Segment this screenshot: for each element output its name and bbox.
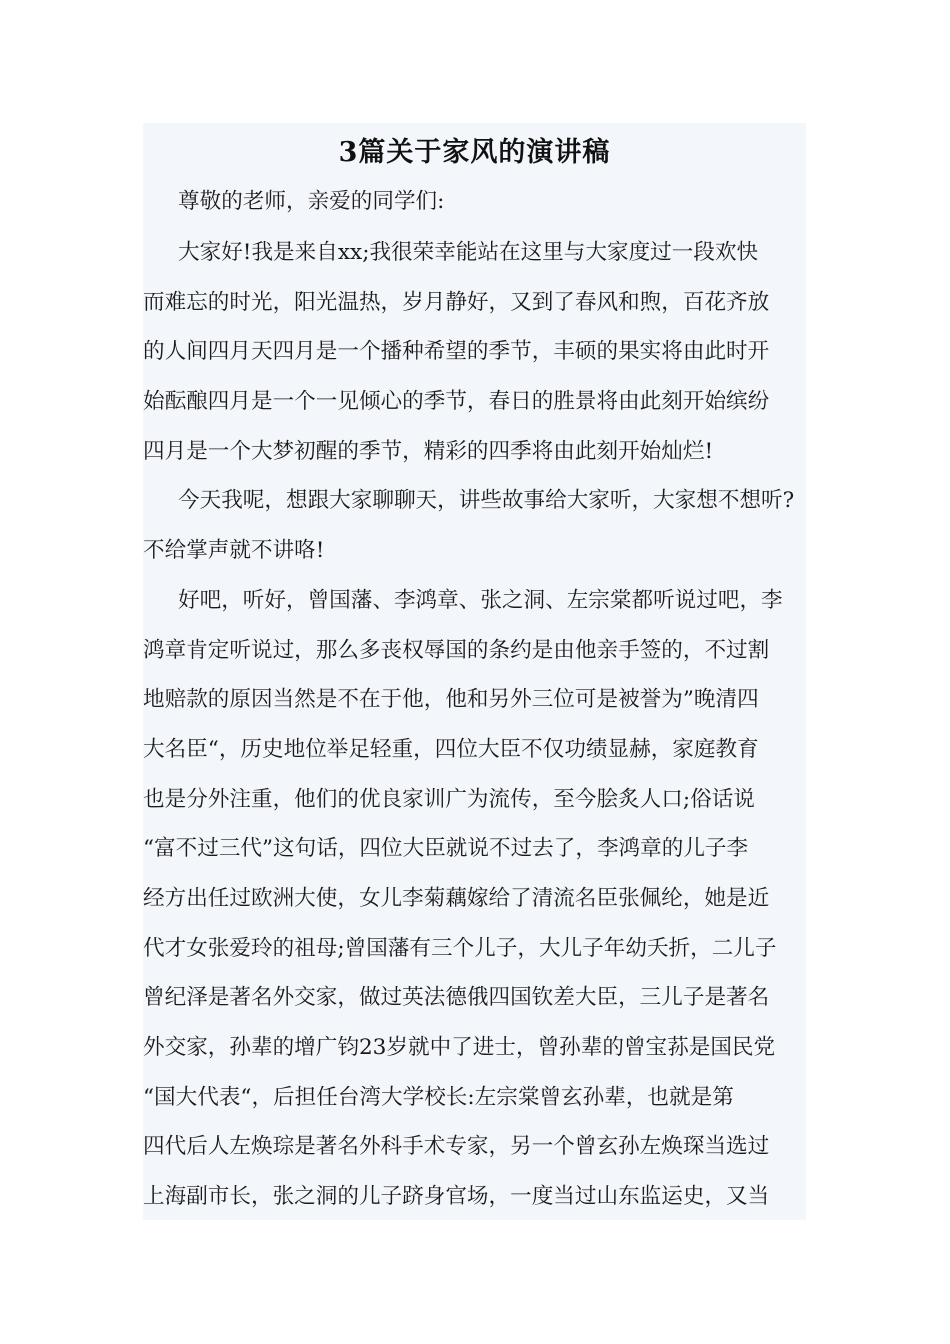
text-line: “国大代表“，后担任台湾大学校长:左宗棠曾玄孙辈，也就是第 <box>143 1084 734 1110</box>
greeting-line: 尊敬的老师，亲爱的同学们: <box>178 189 445 214</box>
text-line: 四月是一个大梦初醒的季节，精彩的四季将由此刻开始灿烂! <box>143 438 714 464</box>
text-line: 代才女张爱玲的祖母;曾国藩有三个儿子，大儿子年幼夭折，二儿子 <box>143 935 777 961</box>
document-title: 3篇关于家风的演讲稿 <box>338 137 611 168</box>
text-line: 外交家，孙辈的增广钧23岁就中了进士，曾孙辈的曾宝荪是国民党 <box>143 1035 776 1060</box>
text-line: 鸿章肯定听说过，那么多丧权辱国的条约是由他亲手签的，不过割 <box>143 637 770 663</box>
text-line: 四代后人左焕琮是著名外科手术专家，另一个曾玄孙左焕琛当选过 <box>143 1134 770 1160</box>
document-page <box>143 123 806 1220</box>
text-line: 地赔款的原因当然是不在于他，他和另外三位可是被誉为”晚清四 <box>143 687 759 713</box>
text-line: 不给掌声就不讲咯! <box>143 538 325 564</box>
document-body <box>143 228 806 1220</box>
text-line: 上海副市长，张之洞的儿子跻身官场，一度当过山东监运史，又当 <box>143 1184 770 1210</box>
text-line: 也是分外注重，他们的优良家训广为流传，至今脍炙人口;俗话说 <box>143 786 755 812</box>
text-line: 始酝酿四月是一个一见倾心的季节，春日的胜景将由此刻开始缤纷 <box>143 389 770 415</box>
text-line: “富不过三代”这句话，四位大臣就说不过去了，李鸿章的儿子李 <box>143 836 749 862</box>
text-line: 今天我呢，想跟大家聊聊天，讲些故事给大家听，大家想不想听? <box>178 488 795 514</box>
text-line: 的人间四月天四月是一个播种希望的季节，丰硕的果实将由此时开 <box>143 339 770 365</box>
text-line: 大家好!我是来自xx;我很荣幸能站在这里与大家度过一段欢快 <box>178 240 759 265</box>
text-line: 大名臣“，历史地位举足轻重，四位大臣不仅功绩显赫，家庭教育 <box>143 736 759 762</box>
text-line: 经方出任过欧洲大使，女儿李菊藕嫁给了清流名臣张佩纶，她是近 <box>143 885 770 911</box>
text-line: 好吧，听好，曾国藩、李鸿章、张之洞、左宗棠都听说过吧，李 <box>178 587 783 613</box>
text-line: 而难忘的时光，阳光温热，岁月静好，又到了春风和煦，百花齐放 <box>143 289 770 315</box>
text-line: 曾纪泽是著名外交家，做过英法德俄四国钦差大臣，三儿子是著名 <box>143 985 770 1011</box>
